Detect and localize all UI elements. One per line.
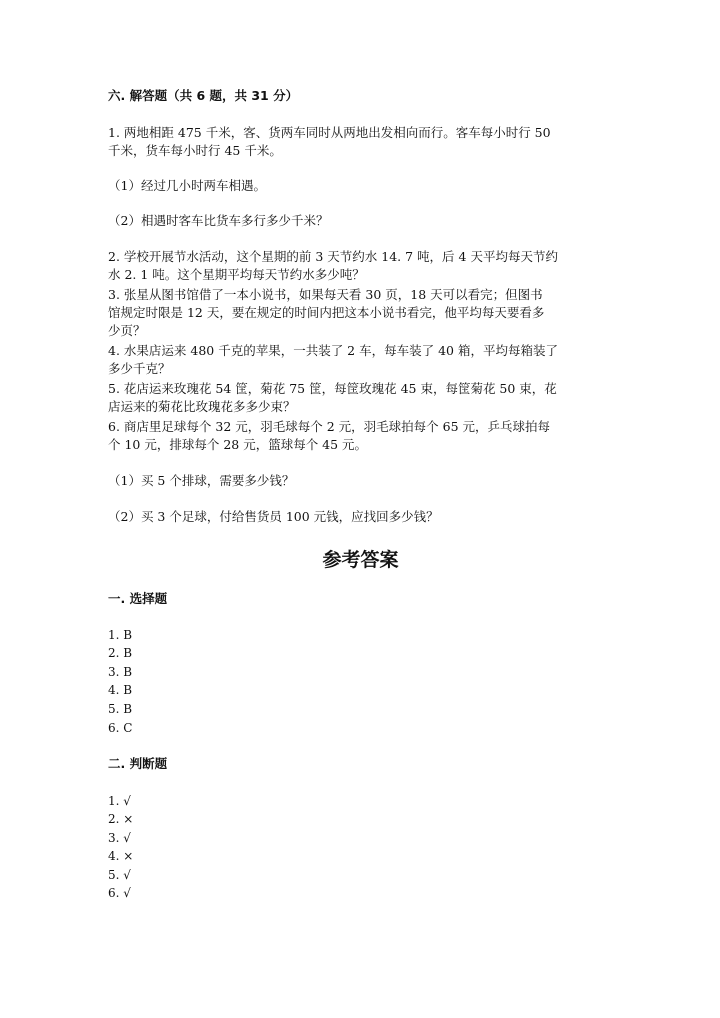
question-6-subquestion-1: （1）买 5 个排球，需要多少钱？ (108, 473, 295, 488)
question-2-line-1: 2. 学校开展节水活动，这个星期的前 3 天节约水 14. 7 吨，后 4 天平均每天节约 (108, 249, 558, 264)
question-6-subquestion-2: （2）买 3 个足球，付给售货员 100 元钱，应找回多少钱？ (108, 509, 439, 524)
choice-answer-2: 2. B (108, 646, 133, 660)
question-4-line-1: 4. 水果店运来 480 千克的苹果，一共装了 2 车，每车装了 40 箱，平均每箱装了 (108, 343, 558, 358)
question-6-line-2: 个 10 元，排球每个 28 元，篮球每个 45 元。 (108, 437, 368, 452)
choice-answer-4: 4. B (108, 683, 133, 697)
question-3-line-2: 馆规定时限是 12 天，要在规定的时间内把这本小说书看完，他平均每天要看多 (108, 305, 545, 320)
question-1-line-1: 1. 两地相距 475 千米，客、货两车同时从两地出发相向而行。客车每小时行 50 (108, 125, 551, 140)
question-3-line-1: 3. 张星从图书馆借了一本小说书，如果每天看 30 页，18 天可以看完；但图书 (108, 287, 543, 302)
judge-answer-6: 6. √ (108, 886, 131, 900)
choice-answer-5: 5. B (108, 702, 133, 716)
question-2-line-2: 水 2. 1 吨。这个星期平均每天节约水多少吨？ (108, 267, 365, 282)
question-1-subquestion-2: （2）相遇时客车比货车多行多少千米？ (108, 213, 329, 228)
section-six-heading: 六. 解答题（共 6 题，共 31 分） (108, 88, 299, 103)
question-3-line-3: 少页？ (108, 323, 146, 338)
judge-answer-1: 1. √ (108, 794, 131, 808)
choice-section-heading: 一. 选择题 (108, 591, 168, 606)
choice-answer-6: 6. C (108, 721, 133, 735)
question-5-line-1: 5. 花店运来玫瑰花 54 筐，菊花 75 筐，每筐玫瑰花 45 束，每筐菊花 50 束，花 (108, 381, 557, 396)
judge-answer-5: 5. √ (108, 868, 131, 882)
question-1-line-2: 千米，货车每小时行 45 千米。 (108, 143, 282, 158)
question-1-subquestion-1: （1）经过几小时两车相遇。 (108, 178, 266, 193)
judge-section-heading: 二. 判断题 (108, 756, 168, 771)
answer-key-title: 参考答案 (322, 549, 399, 571)
choice-answer-1: 1. B (108, 628, 133, 642)
question-5-line-2: 店运来的菊花比玫瑰花多多少束？ (108, 399, 296, 414)
judge-answer-4: 4. × (108, 849, 134, 863)
choice-answer-3: 3. B (108, 665, 133, 679)
judge-answer-3: 3. √ (108, 831, 131, 845)
judge-answer-2: 2. × (108, 812, 134, 826)
question-4-line-2: 多少千克？ (108, 361, 171, 376)
question-6-line-1: 6. 商店里足球每个 32 元，羽毛球每个 2 元，羽毛球拍每个 65 元，乒乓球拍每 (108, 419, 551, 434)
